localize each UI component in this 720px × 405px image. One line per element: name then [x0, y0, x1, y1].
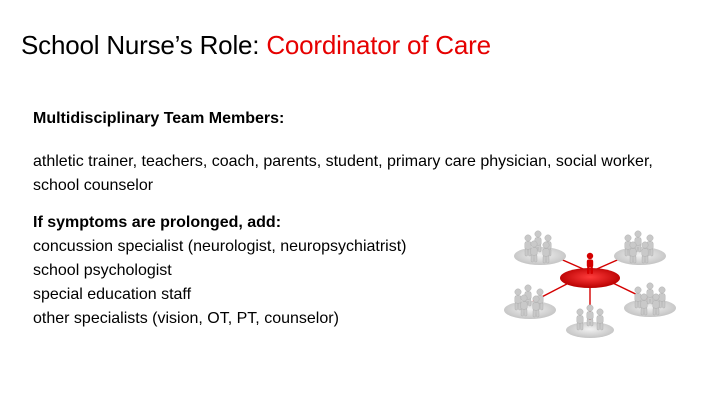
center-disc — [560, 268, 620, 288]
slide-title-accent: Coordinator of Care — [266, 30, 491, 60]
prolonged-item: concussion specialist (neurologist, neuropsychiatrist) — [33, 238, 407, 255]
prolonged-heading: If symptoms are prolonged, add: — [33, 214, 282, 231]
prolonged-item: special education staff — [33, 286, 192, 303]
slide-title-main: School Nurse’s Role: — [21, 30, 267, 60]
slide-title — [21, 30, 491, 61]
team-members-text: athletic trainer, teachers, coach, parents, student, primary care physician, social worker, school counselor — [33, 153, 653, 194]
prolonged-item: other specialists (vision, OT, PT, counselor) — [33, 310, 339, 327]
prolonged-item: school psychologist — [33, 262, 172, 279]
prolonged-block — [33, 211, 407, 331]
team-heading: Multidisciplinary Team Members: — [33, 110, 285, 127]
team-network-icon — [500, 212, 680, 342]
